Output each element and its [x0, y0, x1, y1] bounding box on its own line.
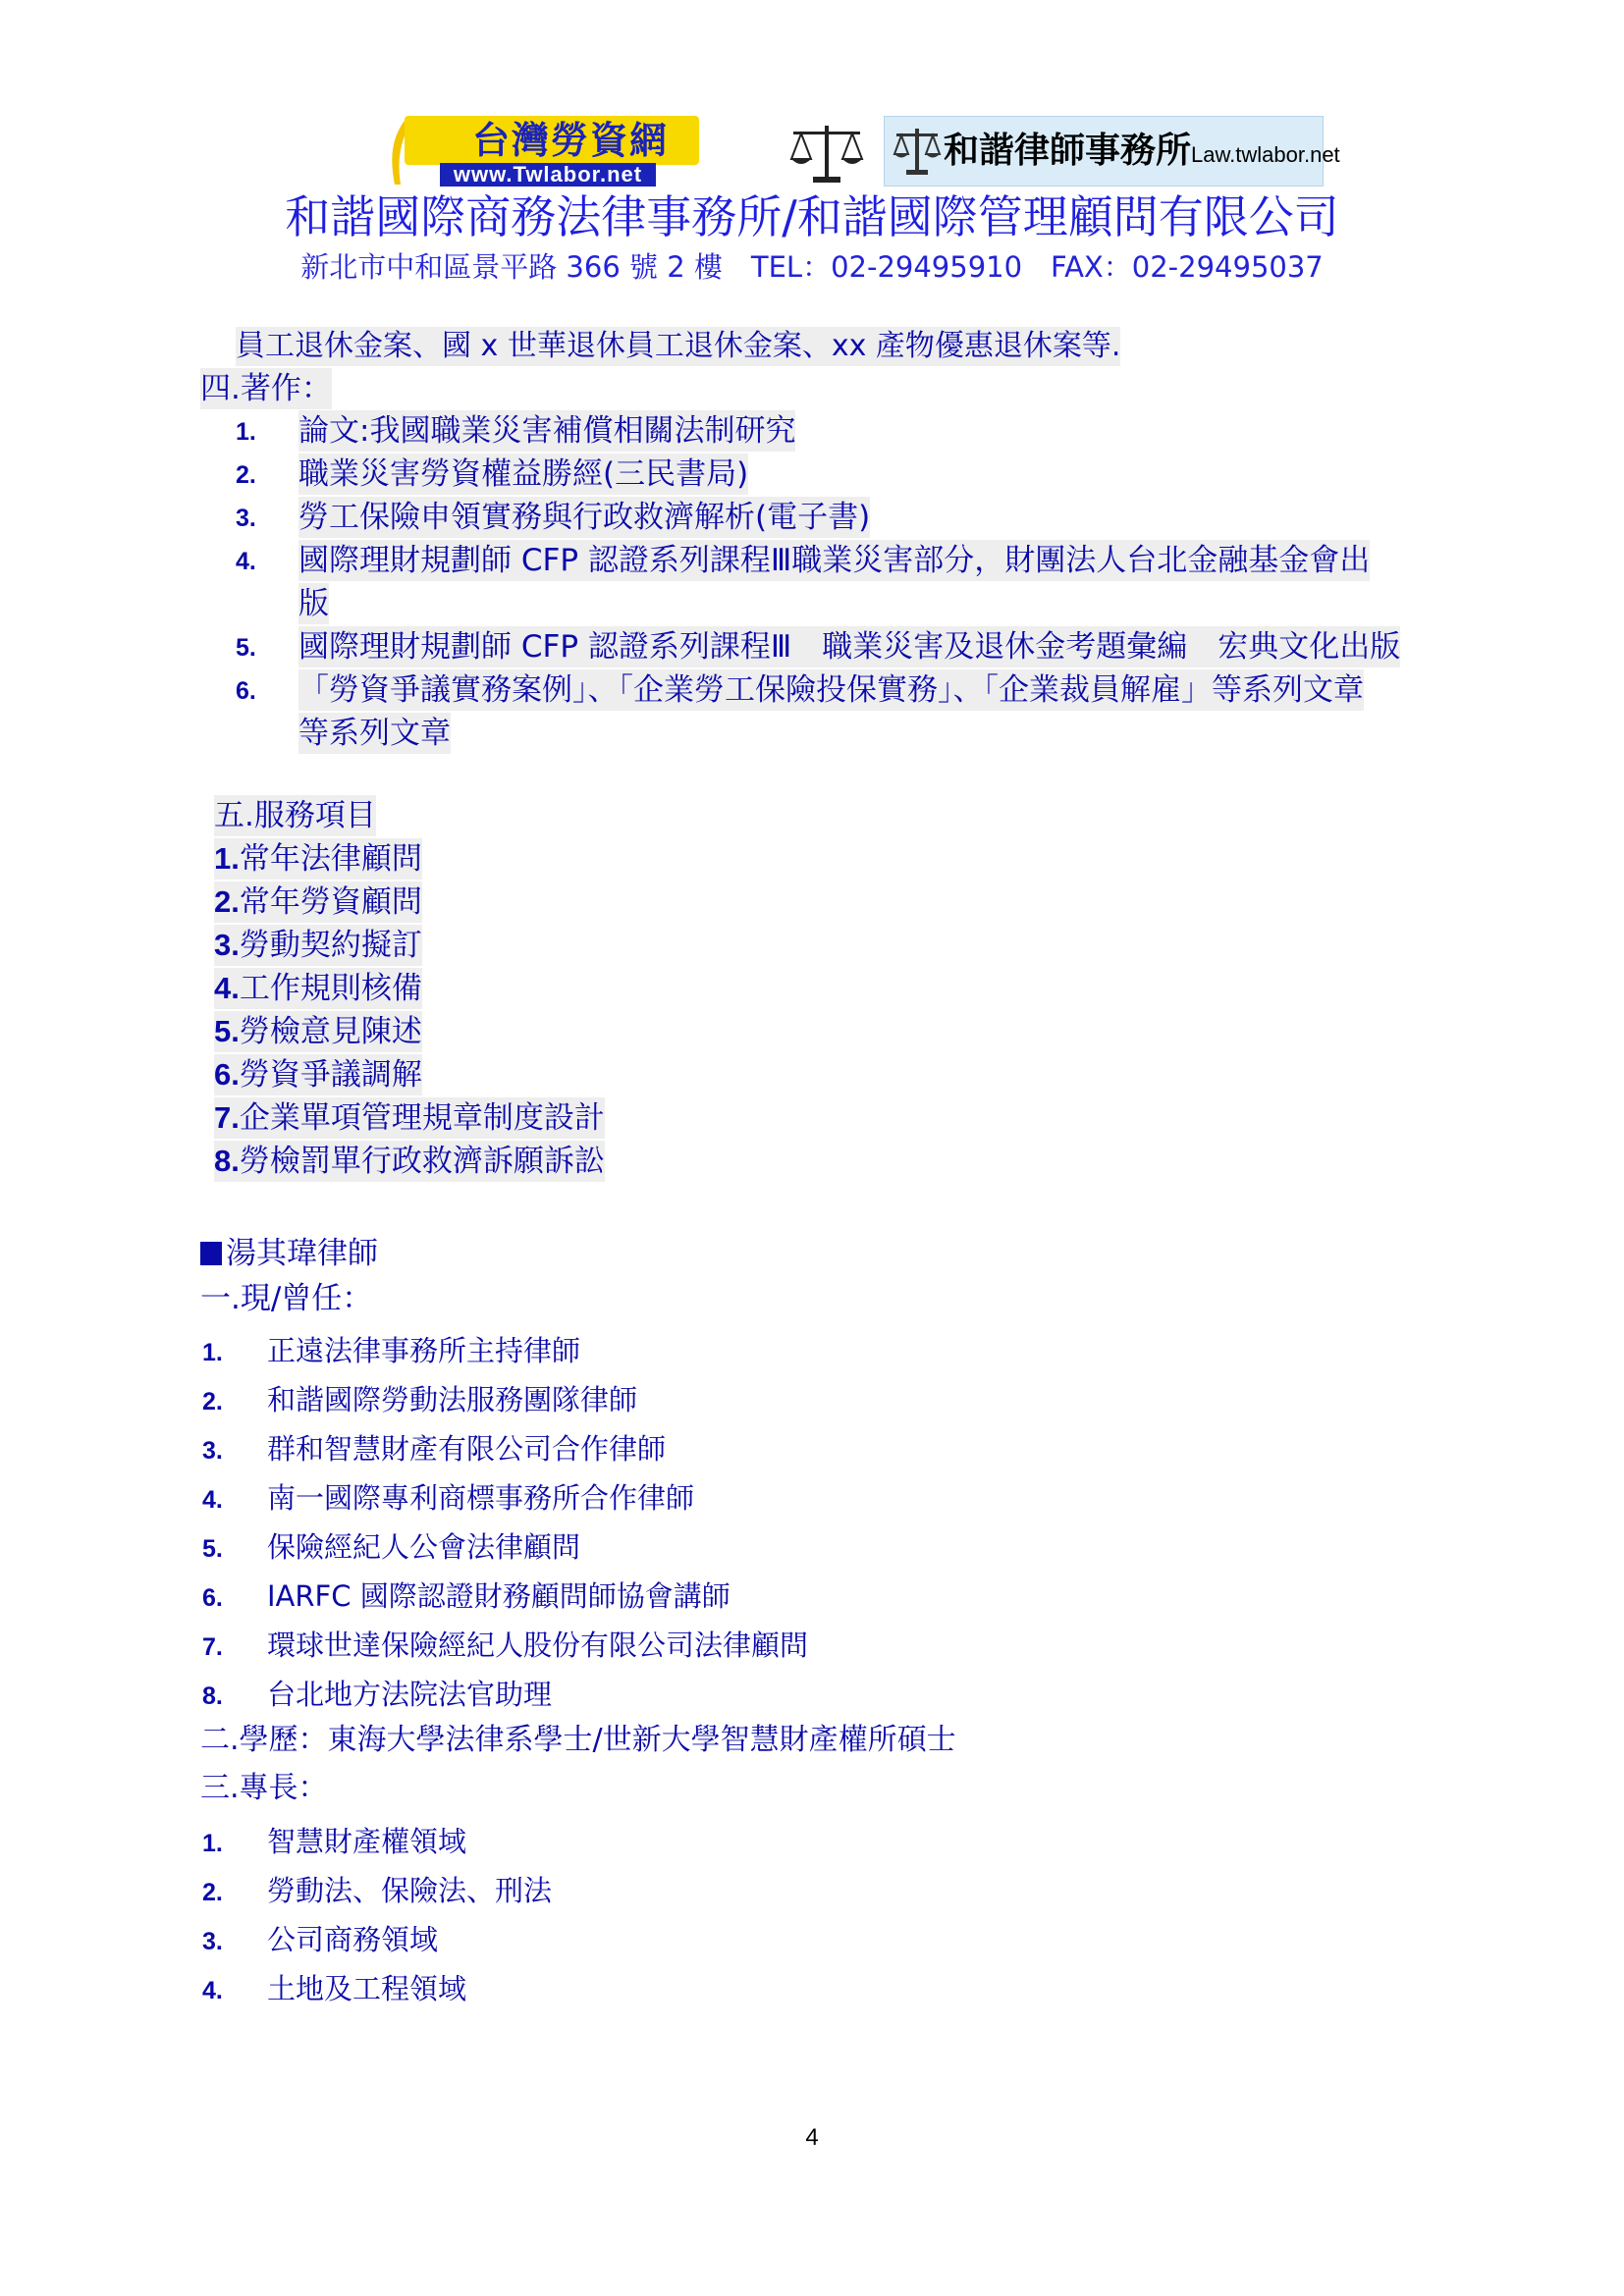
lawyer-name: 湯其瑋律師	[200, 1233, 378, 1274]
list-item: 1.常年法律顧問	[214, 838, 422, 880]
list-item: 2.常年勞資顧問	[214, 881, 422, 923]
logo-left-title: 台灣勞資網	[471, 119, 669, 162]
list-item: 7.企業單項管理規章制度設計	[214, 1097, 605, 1139]
list-item: 4.工作規則核備	[214, 968, 422, 1009]
expertise-heading: 三.專長：	[200, 1771, 328, 1805]
education: 二.學歷：東海大學法律系學士/世新大學智慧財產權所碩士	[200, 1723, 956, 1757]
justice-scale-icon	[787, 120, 866, 185]
list-item: 3.勞動契約擬訂	[214, 925, 422, 966]
page-number: 4	[805, 2124, 819, 2151]
list-item: 5.勞檢意見陳述	[214, 1011, 422, 1052]
list-item: 6.勞資爭議調解	[214, 1054, 422, 1095]
logo-right-title: 和諧律師事務所	[944, 131, 1192, 171]
continuation-text: 員工退休金案、國 x 世華退休員工退休金案、xx 產物優惠退休案等.	[236, 327, 1120, 366]
justice-scale-icon	[893, 125, 942, 178]
services-heading: 五.服務項目	[214, 795, 376, 836]
logo-left-url: www.Twlabor.net	[440, 163, 656, 187]
firm-name: 和諧國際商務法律事務所/和諧國際管理顧問有限公司	[285, 190, 1339, 243]
positions-heading: 一.現/曾任：	[200, 1281, 373, 1316]
law-firm-logo	[884, 116, 1340, 187]
firm-address: 新北市中和區景平路 366 號 2 樓 TEL：02-29495910 FAX：02-29495037	[300, 250, 1324, 284]
twlabor-logo	[385, 116, 874, 187]
logo-right-url: Law.twlabor.net	[1191, 142, 1340, 167]
list-item: 8.勞檢罰單行政救濟訴願訴訟	[214, 1141, 605, 1182]
square-bullet-icon	[200, 1242, 222, 1265]
publications-heading: 四.著作：	[200, 368, 332, 409]
